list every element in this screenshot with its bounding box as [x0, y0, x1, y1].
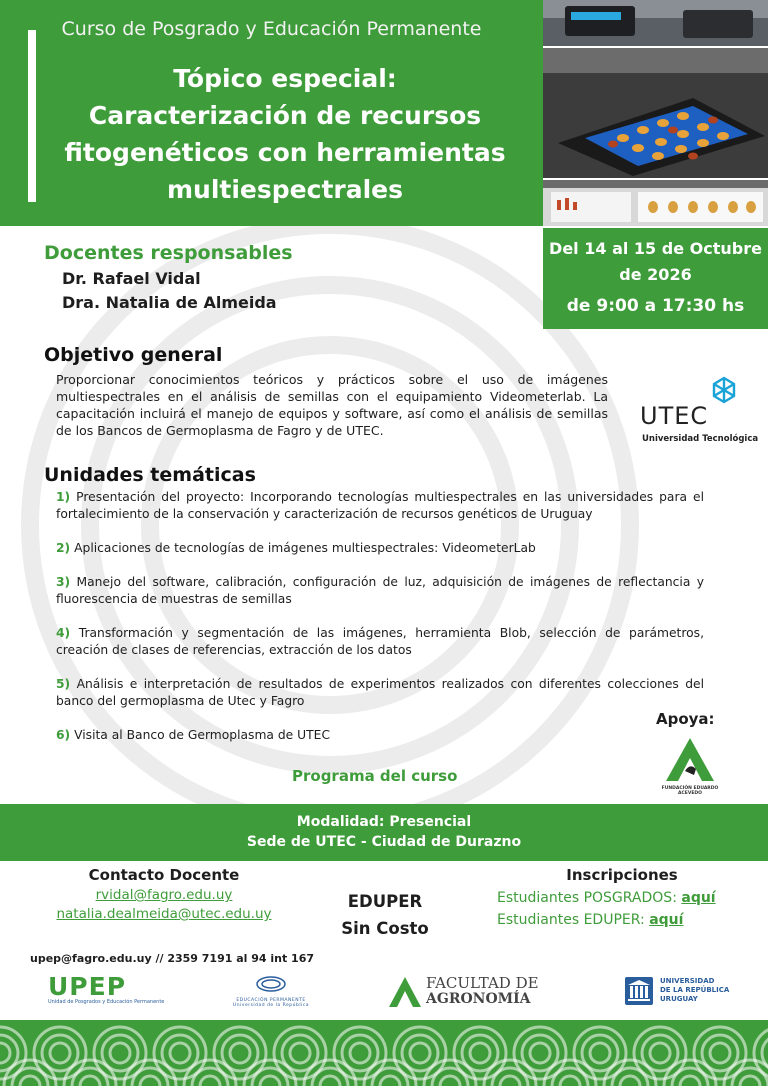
footer-arc	[170, 1043, 190, 1063]
docentes-section	[44, 242, 293, 312]
inscripciones-section	[497, 866, 747, 928]
course-dates	[543, 236, 768, 288]
unidad-text: Presentación del proyecto: Incorporando tecnologías multiespectrales en las universidades para el fortalecimiento de la conservación y caracterización de recursos genéticos de Uruguay	[56, 490, 704, 521]
footer-arc	[320, 1076, 340, 1086]
unidad-number: 3)	[56, 575, 71, 589]
unidad-item	[56, 489, 704, 523]
upep-logo-subtitle: Unidad de Posgrados y Educación Permanente	[48, 999, 165, 1005]
docentes-heading: Docentes responsables	[44, 242, 293, 264]
header-banner	[0, 0, 543, 226]
unidad-item	[56, 540, 704, 557]
fundacion-a-icon	[656, 735, 724, 785]
unidad-text: Aplicaciones de tecnologías de imágenes multiespectrales: VideometerLab	[74, 541, 536, 555]
unidad-item	[56, 727, 704, 744]
footer-arc	[110, 1043, 130, 1063]
footer-arc	[620, 1076, 640, 1086]
footer-arc	[260, 1076, 280, 1086]
fagro-logo-line2: AGRONOMÍA	[426, 991, 531, 1007]
unidad-text: Transformación y segmentación de las imágenes, herramienta Blob, selección de parámetros, creación de clases de referencias, extracción de los datos	[56, 626, 704, 657]
educacion-permanente-swirl-icon	[251, 974, 291, 994]
eduper-label: EDUPER	[347, 892, 423, 911]
fagro-a-icon	[388, 976, 422, 1008]
modalidad-text: Modalidad: Presencial	[296, 814, 472, 830]
docente-name: Dr. Rafael Vidal	[62, 269, 201, 288]
course-hours: de 9:00 a 17:30 hs	[566, 296, 745, 316]
udelar-line: DE LA REPÚBLICA	[660, 986, 730, 994]
date-range: Del 14 al 15 de Octubre	[549, 239, 762, 258]
unidad-item	[56, 574, 704, 608]
educacion-permanente-sub: Universidad de la República	[232, 1003, 310, 1008]
fundacion-caption: FUNDACIÓN EDUARDO ACEVEDO	[661, 786, 719, 796]
inscripcion-row	[497, 912, 747, 928]
docente-name: Dra. Natalia de Almeida	[62, 293, 277, 312]
modalidad-banner	[0, 804, 768, 861]
cost-label: Sin Costo	[341, 919, 429, 938]
footer-arc	[350, 1043, 370, 1063]
footer-arc	[50, 1043, 70, 1063]
unidad-text: Visita al Banco de Germoplasma de UTEC	[74, 728, 331, 742]
date-year: de 2026	[619, 265, 692, 284]
course-title-line: fitogenéticos con herramientas	[64, 138, 506, 167]
unidad-number: 5)	[56, 677, 71, 691]
course-dates-box	[543, 228, 768, 329]
footer-pattern-band	[0, 1020, 768, 1086]
footer-arc	[380, 1076, 400, 1086]
unidad-text: Análisis e interpretación de resultados de experimentos realizados con diferentes colecciones del banco del germoplasma de Utec y Fagro	[56, 677, 704, 708]
unidades-list	[56, 489, 704, 761]
footer-arc	[470, 1043, 490, 1063]
footer-arc	[410, 1043, 430, 1063]
unidad-item	[56, 625, 704, 659]
upep-logo	[48, 972, 164, 1005]
upep-contact-info: upep@fagro.edu.uy // 2359 7191 al 94 int 167	[30, 952, 315, 965]
footer-arc	[80, 1076, 100, 1086]
program-link[interactable]: Programa del curso	[292, 767, 458, 785]
footer-arc	[0, 1043, 10, 1063]
photo-collage	[543, 0, 768, 226]
unidad-number: 6)	[56, 728, 71, 742]
footer-arc	[650, 1043, 670, 1063]
footer-arc	[200, 1076, 220, 1086]
course-title	[40, 60, 530, 208]
software-screen-photo	[543, 180, 768, 226]
udelar-building-icon	[624, 976, 654, 1006]
course-title-line: Caracterización de recursos	[88, 101, 482, 130]
equipment-photo	[543, 0, 768, 46]
inscripcion-row	[497, 890, 747, 906]
inscripciones-heading: Inscripciones	[566, 866, 678, 884]
udelar-line: UNIVERSIDAD	[660, 977, 715, 985]
fundacion-logo	[656, 735, 724, 800]
fagro-logo-line1: FACULTAD DE	[426, 974, 539, 992]
utec-logo-subtitle: Universidad Tecnológica	[642, 434, 759, 444]
header-accent-bar	[28, 30, 36, 202]
educacion-permanente-logo	[226, 974, 316, 1008]
footer-arc	[740, 1076, 760, 1086]
fagro-logo	[388, 974, 548, 1012]
inscripcion-link[interactable]: aquí	[649, 912, 684, 928]
contacto-heading: Contacto Docente	[88, 866, 240, 884]
educacion-permanente-label: EDUCACIÓN PERMANENTE	[236, 998, 306, 1003]
udelar-line: URUGUAY	[660, 995, 698, 1003]
upep-logo-word: UPEP	[48, 972, 127, 1001]
udelar-logo-text	[660, 977, 729, 1004]
course-title-line: Tópico especial:	[173, 64, 397, 93]
unidad-number: 4)	[56, 626, 71, 640]
inscripcion-link[interactable]: aquí	[681, 890, 716, 906]
footer-arc-pattern	[0, 1020, 768, 1086]
course-title-line: multiespectrales	[167, 175, 403, 204]
utec-snowflake-icon	[710, 376, 738, 404]
inscripcion-label: Estudiantes EDUPER:	[497, 912, 650, 928]
footer-arc	[590, 1043, 610, 1063]
unidad-number: 1)	[56, 490, 71, 504]
unidades-heading: Unidades temáticas	[44, 464, 256, 486]
footer-arc	[680, 1076, 700, 1086]
course-type: Curso de Posgrado y Educación Permanente	[61, 18, 482, 40]
unidad-text: Manejo del software, calibración, configuración de luz, adquisición de imágenes de reflectancia y fluorescencia de muestras de semillas	[56, 575, 704, 606]
footer-arc	[440, 1076, 460, 1086]
seed-tray-photo	[543, 48, 768, 178]
sede-text: Sede de UTEC - Ciudad de Durazno	[246, 834, 522, 850]
udelar-logo	[624, 976, 744, 1010]
eduper-cost	[320, 888, 450, 942]
inscripcion-label: Estudiantes POSGRADOS:	[497, 890, 682, 906]
objetivo-text: Proporcionar conocimientos teóricos y prácticos sobre el uso de imágenes multiespectrales en el análisis de semillas con el equipamiento Videometerlab. La capacitación incluirá el manejo de equipos y software, así como el análisis de semillas de los Bancos de Germoplasma de Fagro y de UTEC.	[56, 372, 608, 438]
utec-logo-word: UTEC	[640, 402, 709, 430]
apoya-label: Apoya:	[656, 710, 715, 728]
objetivo-heading: Objetivo general	[44, 344, 223, 366]
footer-arc	[560, 1076, 580, 1086]
footer-arc	[140, 1076, 160, 1086]
unidad-item	[56, 676, 704, 710]
unidad-number: 2)	[56, 541, 71, 555]
utec-logo	[640, 376, 759, 446]
footer-arc	[500, 1076, 520, 1086]
footer-arc	[290, 1043, 310, 1063]
contacto-section	[44, 866, 284, 922]
email-link[interactable]: natalia.dealmeida@utec.edu.uy	[56, 906, 272, 922]
institution-logos	[0, 968, 768, 1018]
email-link[interactable]: rvidal@fagro.edu.uy	[95, 887, 233, 903]
footer-arc	[530, 1043, 550, 1063]
footer-arc	[20, 1076, 40, 1086]
footer-arc	[710, 1043, 730, 1063]
footer-arc	[230, 1043, 250, 1063]
